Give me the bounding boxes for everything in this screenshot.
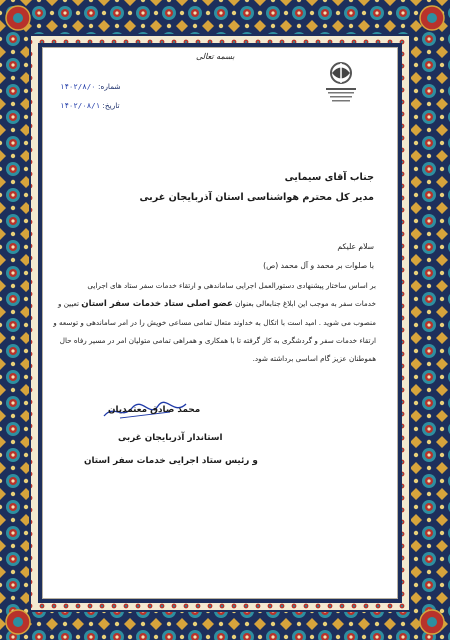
organization-logo-icon	[320, 58, 362, 108]
body-line-2-start: خدمات سفر به موجب این ابلاغ جنابعالی بعنوان	[235, 299, 376, 308]
letter-number	[60, 82, 121, 91]
greeting-line-1: سلام علیکم	[337, 242, 374, 251]
number-label: شماره:	[97, 82, 121, 91]
letter-date	[60, 101, 120, 110]
body-line-3: منصوب می شوید . امید است با اتکال به خداوند متعال تمامی مساعی خویش را در امر ساماندهی و توسعه و	[53, 318, 376, 327]
signatory-position-1: استاندار آذربایجان غربی	[118, 433, 223, 443]
signatory-position-2: و رئیس ستاد اجرایی خدمات سفر استان	[84, 456, 258, 466]
date-value: ۱۴۰۲/۰۸/۱	[60, 101, 101, 110]
body-line-4: ارتقاء خدمات سفر و گردشگری به کار گرفته تا با همکاری و همراهی تمامی متولیان امر در مسیر رفاه حال	[59, 336, 376, 345]
body-line-2-emphasis: عضو اصلی ستاد خدمات سفر استان	[81, 299, 233, 309]
date-label: تاریخ:	[102, 101, 120, 110]
recipient-salutation: جناب آقای سیمایی	[284, 172, 374, 183]
footer-right-text: ...	[397, 627, 402, 633]
body-line-5: هموطنان عزیز گام اساسی برداشته شود.	[252, 354, 376, 363]
number-value: ۱۴۰۲/۸/۰	[60, 82, 96, 91]
body-line-2-end: تعیین و	[57, 299, 79, 308]
signatory-name: محمد صادق معتمدیان	[108, 405, 201, 415]
body-line-2	[58, 299, 376, 309]
footer-left-text: ...	[48, 627, 53, 633]
greeting-line-2: با صلوات بر محمد و آل محمد (ص)	[263, 261, 374, 270]
basmala-heading: بسمه تعالی	[196, 52, 235, 61]
recipient-title: مدیر کل محترم هواشناسی استان آذربایجان غربی	[139, 192, 374, 203]
body-line-1: بر اساس ساختار پیشنهادی دستورالعمل اجرایی ساماندهی و ارتقاء خدمات سفر ستاد های اجرایی	[87, 281, 376, 290]
